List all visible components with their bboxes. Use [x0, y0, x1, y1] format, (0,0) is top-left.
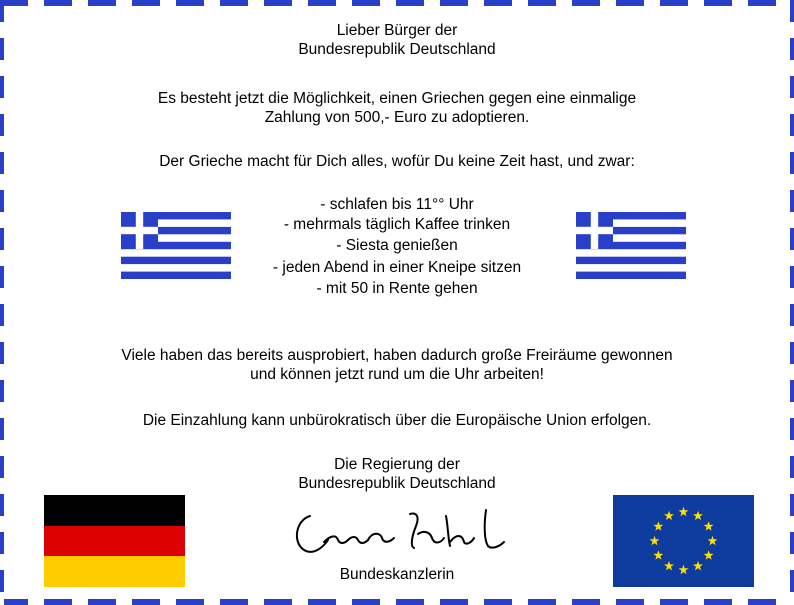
- greek-flag-left: [121, 212, 231, 279]
- list-item: - jeden Abend in einer Kneipe sitzen: [272, 259, 522, 276]
- eu-star-icon: [650, 536, 660, 545]
- greeting: Lieber Bürger der Bundesrepublik Deutschland: [298, 22, 496, 58]
- eu-star-icon: [704, 521, 714, 530]
- sender: Die Regierung der Bundesrepublik Deutschland: [298, 456, 496, 492]
- eu-star-icon: [653, 550, 663, 559]
- eu-star-icon: [693, 511, 703, 520]
- eu-star-icon: [653, 521, 663, 530]
- list-item: - mit 50 in Rente gehen: [316, 280, 478, 297]
- signer-title: Bundeskanzlerin: [339, 566, 455, 583]
- eu-star-icon: [704, 550, 714, 559]
- border-top: [0, 0, 794, 6]
- payment-sentence: Die Einzahlung kann unbürokratisch über die Europäische Union erfolgen.: [142, 412, 652, 429]
- signature: [290, 502, 520, 562]
- border-bottom: [0, 599, 794, 605]
- list-item: - mehrmals täglich Kaffee trinken: [283, 216, 511, 233]
- eu-star-icon: [679, 507, 689, 516]
- list-item: - schlafen bis 11°° Uhr: [320, 196, 474, 213]
- greek-flag-right: [576, 212, 686, 279]
- intro-paragraph: Es besteht jetzt die Möglichkeit, einen Griechen gegen eine einmalige Zahlung von 500,- Euro zu adoptieren.: [157, 90, 637, 126]
- eu-star-icon: [708, 536, 718, 545]
- experience-paragraph: Viele haben das bereits ausprobiert, haben dadurch große Freiräume gewonnen und können jetzt rund um die Uhr arbeiten!: [121, 347, 673, 383]
- list-item: - Siesta genießen: [336, 237, 458, 254]
- lead-sentence: Der Grieche macht für Dich alles, wofür Du keine Zeit hast, und zwar:: [159, 153, 635, 170]
- eu-star-icon: [664, 511, 674, 520]
